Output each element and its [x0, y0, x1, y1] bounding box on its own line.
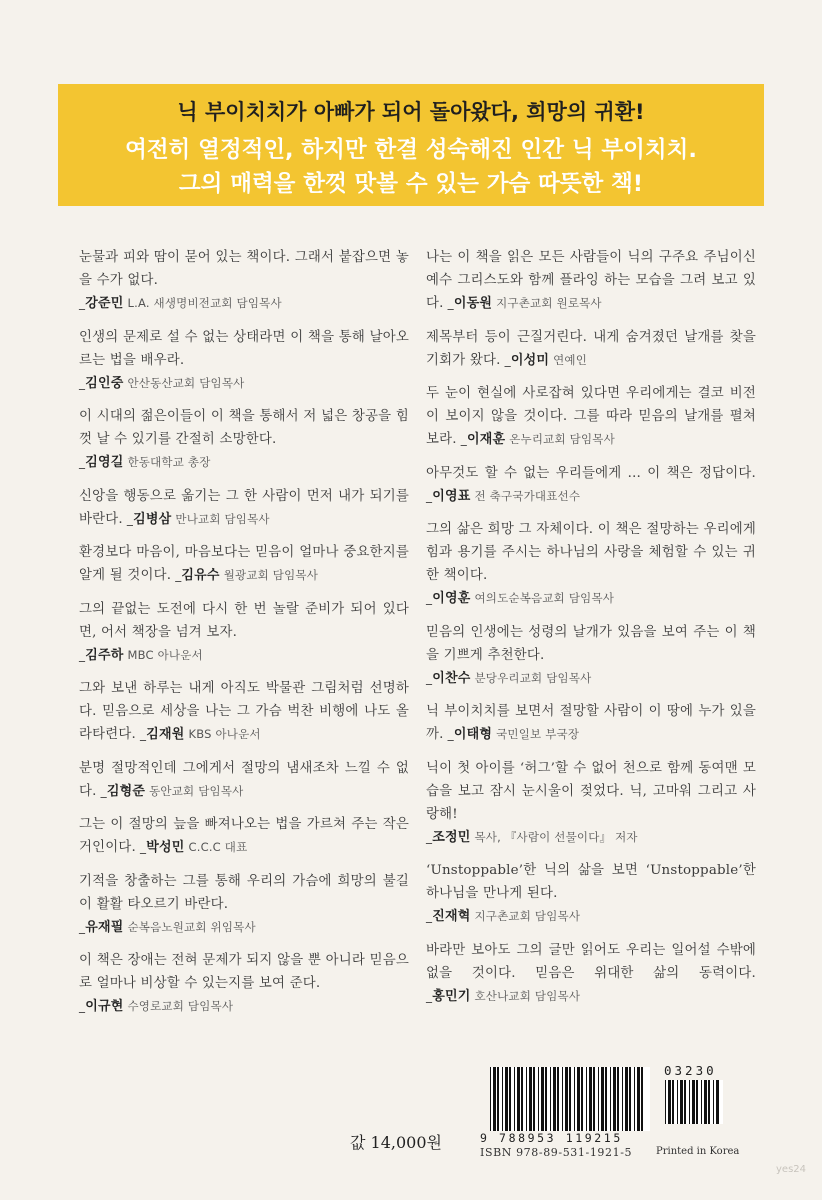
endorser-role: KBS 아나운서 [188, 727, 261, 741]
endorsement-text: 제목부터 등이 근질거린다. 내게 숨겨졌던 날개를 찾을 기회가 왔다. [426, 329, 756, 368]
endorsement-quote [79, 598, 409, 667]
endorser-role: 순복음노원교회 위임목사 [127, 919, 256, 934]
endorsement [79, 870, 409, 939]
endorsement-quote [426, 621, 756, 690]
barcode-bar [719, 1080, 720, 1124]
addon-barcode-digits: 03230 [664, 1063, 717, 1078]
endorser-role: 동안교회 담임목사 [149, 783, 244, 798]
endorsement-text: 신앙을 행동으로 옮기는 그 한 사람이 먼저 내가 되기를 바란다. [79, 488, 409, 527]
endorsement-text: 나는 이 책을 읽은 모든 사람들이 닉의 구주요 주님이신 예수 그리스도와 함께 플라잉 하는 모습을 그려 보고 있다. [426, 250, 756, 311]
endorsement-attribution: _홍민기 호산나교회 담임목사 [426, 988, 581, 1004]
endorsement-attribution: _김병삼 만나교회 담임목사 [122, 511, 270, 527]
endorsement-text: 두 눈이 현실에 사로잡혀 있다면 우리에게는 결코 비전이 보이지 않을 것이다. 그를 따라 믿음의 날개를 펼쳐 보라. [426, 386, 756, 447]
endorsement [79, 326, 409, 395]
endorsement-quote [426, 518, 756, 610]
endorsement [426, 462, 756, 508]
endorsement-quote [426, 326, 756, 372]
endorsement [426, 382, 756, 451]
endorser-name: 김병삼 [133, 511, 172, 527]
endorsement [426, 621, 756, 690]
endorser-role: 연예인 [553, 352, 588, 367]
endorser-name: 김주하 [85, 647, 124, 663]
endorsement-quote [426, 246, 756, 315]
endorsement-text: 분명 절망적인데 그에게서 절망의 냄새조차 느낄 수 없다. [79, 760, 409, 799]
endorsement-text: 바라만 보아도 그의 글만 읽어도 우리는 일어설 수밖에 없을 것이다. 믿음은 위대한 삶의 동력이다. [426, 942, 756, 981]
endorsement-attribution: _김재원 KBS 아나운서 [136, 727, 261, 742]
endorsement-quote [426, 700, 756, 746]
endorser-role: L.A. 새생명비전교회 담임목사 [127, 296, 282, 310]
endorsement-text: 아무것도 할 수 없는 우리들에게 … 이 책은 정답이다. [426, 465, 756, 481]
endorsement-quote [426, 859, 756, 928]
endorsement-text: 환경보다 마음이, 마음보다는 믿음이 얼마나 중요한지를 알게 될 것이다. [79, 545, 409, 583]
endorsement-text: 닉이 첫 아이를 ‘허그’할 수 없어 천으로 함께 동여맨 모습을 보고 잠시 눈시울이 젖었다. 닉, 고마워 그리고 사랑해! [426, 760, 756, 822]
printed-in-label: Printed in Korea [656, 1146, 740, 1157]
endorser-role: 한동대학교 총장 [127, 455, 211, 469]
headline-banner [58, 84, 764, 206]
endorsement-text: 그와 보낸 하루는 내게 아직도 박물관 그림처럼 선명하다. 믿음으로 세상을 나는 그 가슴 벅찬 비행에 나도 올라타련다. [79, 681, 409, 742]
endorsement-text: 눈물과 피와 땀이 묻어 있는 책이다. 그래서 붙잡으면 놓을 수가 없다. [79, 250, 409, 288]
endorsement-attribution: _이동원 지구촌교회 원로목사 [443, 296, 602, 311]
endorser-name: 이성미 [510, 352, 550, 368]
endorsement [79, 246, 409, 315]
watermark: yes24 [776, 1164, 807, 1175]
endorsement-quote [426, 462, 756, 508]
endorsement-attribution: _이영표 전 축구국가대표선수 [426, 488, 581, 504]
endorsement [79, 485, 409, 531]
endorser-role: MBC 아나운서 [127, 647, 203, 662]
endorsement-text: 그는 이 절망의 늪을 빠져나오는 법을 가르쳐 주는 작은 거인이다. [79, 817, 409, 855]
endorsement-text: 닉 부이치치를 보면서 절망할 사람이 이 땅에 누가 있을까. [426, 704, 756, 742]
endorsement-text: ‘Unstoppable’한 닉의 삶을 보면 ‘Unstoppable’한 하나님을 만나게 된다. [426, 863, 756, 901]
endorser-name: 김영길 [85, 455, 124, 470]
endorsement-quote [79, 677, 409, 746]
endorsement-attribution: _김유수 월광교회 담임목사 [171, 568, 319, 583]
endorsements-left-column [79, 246, 409, 1029]
endorsement [426, 326, 756, 372]
isbn-barcode [490, 1067, 650, 1131]
endorsement [426, 859, 756, 928]
endorsement-quote [79, 949, 409, 1018]
endorsement-quote [79, 870, 409, 939]
endorser-name: 이재훈 [466, 432, 506, 447]
endorsement [79, 949, 409, 1018]
endorser-role: 국민일보 부국장 [496, 727, 580, 741]
endorser-role: 목사, 『사람이 선물이다』 저자 [474, 829, 638, 844]
endorsement-attribution: _이규현 수영로교회 담임목사 [79, 999, 234, 1014]
endorsement-quote [79, 485, 409, 531]
endorser-name: 이영훈 [432, 591, 471, 606]
endorsement-attribution: _유재필 순복음노원교회 위임목사 [79, 919, 256, 935]
banner-headline: 닉 부이치치가 아빠가 되어 돌아왔다, 희망의 귀환! [177, 100, 645, 124]
endorsement [426, 518, 756, 610]
endorsement-attribution: _진재혁 지구촌교회 담임목사 [426, 909, 581, 924]
endorsement-quote [426, 939, 756, 1008]
endorser-role: C.C.C 대표 [188, 840, 248, 854]
endorser-role: 지구촌교회 원로목사 [496, 296, 602, 310]
endorsement-quote [426, 757, 756, 849]
endorser-role: 호산나교회 담임목사 [474, 988, 581, 1003]
endorsement [79, 405, 409, 474]
endorser-name: 강준민 [85, 296, 124, 311]
endorsement-text: 믿음의 인생에는 성령의 날개가 있음을 보여 주는 이 책을 기쁘게 추천한다. [426, 624, 756, 663]
banner-line-1: 여전히 열정적인, 하지만 한결 성숙해진 인간 닉 부이치치. [125, 137, 697, 163]
endorsement-attribution: _김영길 한동대학교 총장 [79, 455, 211, 470]
endorser-role: 수영로교회 담임목사 [127, 999, 234, 1013]
endorsement-text: 그의 끝없는 도전에 다시 한 번 놀랄 준비가 되어 있다면, 어서 책장을 넘겨 보자. [79, 601, 409, 640]
endorser-name: 조정민 [432, 829, 471, 845]
endorser-role: 전 축구국가대표선수 [474, 488, 581, 503]
endorsement-text: 그의 삶은 희망 그 자체이다. 이 책은 절망하는 우리에게 힘과 용기를 주시는 하나님의 사랑을 체험할 수 있는 귀한 책이다. [426, 522, 756, 583]
endorsement-attribution: _이찬수 분당우리교회 담임목사 [426, 670, 592, 686]
endorsement [79, 677, 409, 746]
endorser-name: 김인중 [85, 375, 124, 391]
endorser-role: 월광교회 담임목사 [223, 568, 319, 582]
endorsement-attribution: _이영훈 여의도순복음교회 담임목사 [426, 591, 615, 606]
endorsement-attribution: _박성민 C.C.C 대표 [136, 840, 248, 855]
endorsement [426, 939, 756, 1008]
endorsement-quote [79, 757, 409, 803]
endorser-name: 김재원 [146, 727, 185, 742]
endorsement [79, 541, 409, 587]
endorsement-text: 이 시대의 젊은이들이 이 책을 통해서 저 넓은 창공을 힘껏 날 수 있기를 간절히 소망한다. [79, 409, 409, 447]
endorsement-attribution: _조정민 목사, 『사람이 선물이다』 저자 [426, 829, 638, 845]
isbn-text: ISBN 978-89-531-1921-5 [480, 1146, 633, 1159]
barcode-bar [643, 1067, 646, 1131]
endorser-name: 김유수 [181, 568, 220, 583]
endorsement-quote [79, 405, 409, 474]
endorsement-quote [79, 326, 409, 395]
endorser-role: 여의도순복음교회 담임목사 [474, 591, 615, 605]
endorsement-attribution: _김형준 동안교회 담임목사 [96, 783, 244, 799]
endorsement-attribution: _이재훈 온누리교회 담임목사 [456, 432, 615, 447]
endorsement-attribution: _김주하 MBC 아나운서 [79, 647, 203, 663]
endorser-name: 홍민기 [432, 988, 471, 1004]
endorsement [426, 700, 756, 746]
barcode-digits: 9 788953 119215 [480, 1131, 623, 1145]
endorser-name: 이찬수 [432, 670, 471, 686]
endorsement-text: 기적을 창출하는 그를 통해 우리의 가슴에 희망의 불길이 활활 타오르기 바란다. [79, 873, 409, 912]
endorser-name: 김형준 [106, 783, 146, 799]
endorsement-quote [79, 246, 409, 315]
endorser-name: 이규현 [85, 999, 124, 1014]
addon-barcode [665, 1080, 723, 1124]
endorsement [79, 598, 409, 667]
endorsement [79, 813, 409, 859]
endorsement-quote [426, 382, 756, 451]
endorser-role: 온누리교회 담임목사 [509, 432, 615, 446]
endorsement-attribution: _김인중 안산동산교회 담임목사 [79, 375, 245, 391]
endorsement [426, 246, 756, 315]
endorsement-text: 이 책은 장애는 전혀 문제가 되지 않을 뿐 아니라 믿음으로 얼마나 비상할 수 있는지를 보여 준다. [79, 953, 409, 991]
endorser-role: 만나교회 담임목사 [175, 511, 270, 526]
banner-line-2: 그의 매력을 한껏 맛볼 수 있는 가슴 따뜻한 책! [178, 171, 644, 197]
endorser-name: 이영표 [432, 488, 471, 504]
endorsement-quote [79, 813, 409, 859]
endorsement-text: 인생의 문제로 설 수 없는 상태라면 이 책을 통해 날아오르는 법을 배우라. [79, 329, 409, 368]
endorser-name: 박성민 [146, 840, 185, 855]
endorsement-attribution: _강준민 L.A. 새생명비전교회 담임목사 [79, 296, 282, 311]
endorser-name: 이동원 [453, 296, 493, 311]
endorsement [426, 757, 756, 849]
endorsement [79, 757, 409, 803]
price-label: 값 14,000원 [350, 1133, 442, 1152]
endorsement-attribution: _이태형 국민일보 부국장 [443, 727, 580, 742]
endorser-role: 분당우리교회 담임목사 [474, 670, 592, 685]
endorser-name: 유재필 [85, 919, 124, 935]
endorser-name: 진재혁 [432, 909, 471, 924]
endorsement-attribution: _이성미 연예인 [500, 352, 588, 368]
endorsements-right-column [426, 246, 756, 1018]
endorser-role: 지구촌교회 담임목사 [474, 909, 581, 923]
endorsement-quote [79, 541, 409, 587]
endorser-name: 이태형 [453, 727, 493, 742]
endorser-role: 안산동산교회 담임목사 [127, 375, 245, 390]
